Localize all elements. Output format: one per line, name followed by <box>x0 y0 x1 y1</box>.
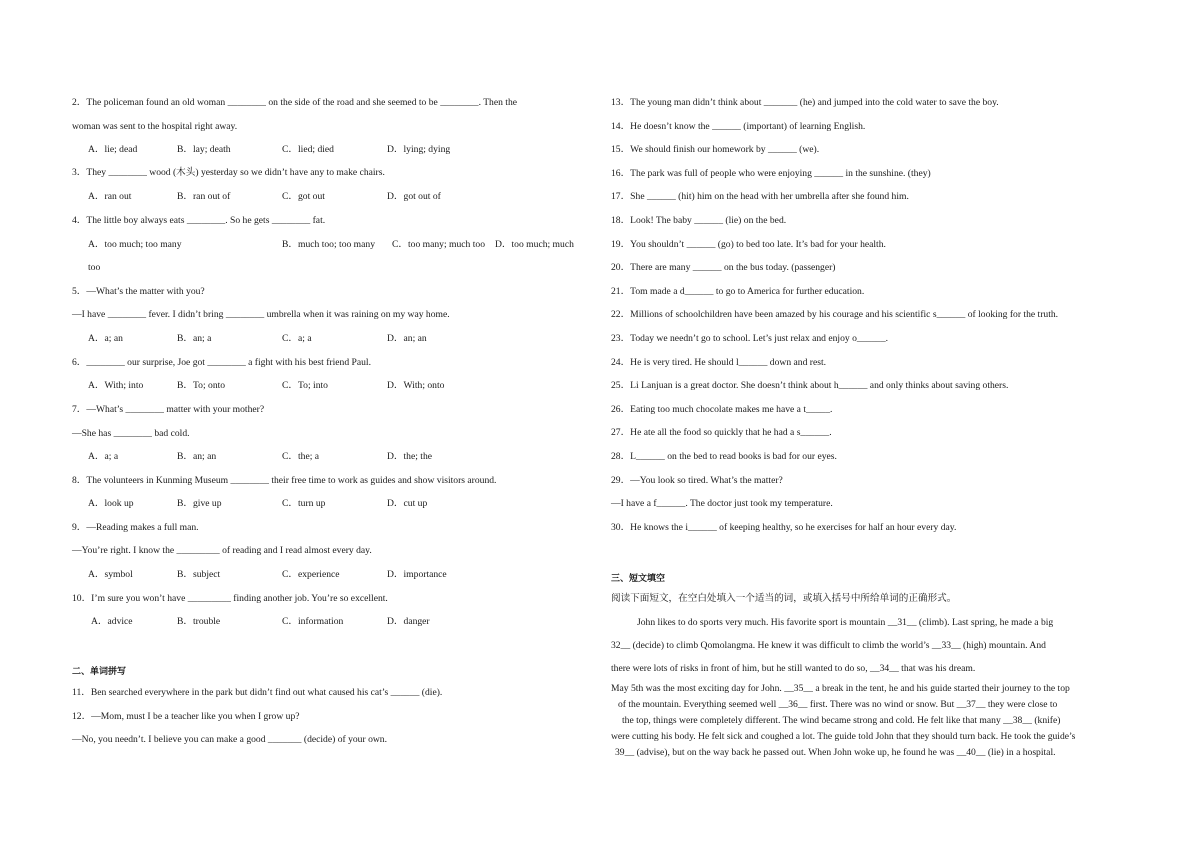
question-27: 27．He ate all the food so quickly that he had a s______. <box>611 427 832 438</box>
q2-option-a: A．lie; dead <box>88 144 138 155</box>
q6-option-a: A．With; into <box>88 380 144 391</box>
passage-line: John likes to do sports very much. His favorite sport is mountain __31__ (climb). Last spring, he made a big <box>637 617 1054 628</box>
question-23: 23．Today we needn’t go to school. Let’s just relax and enjoy o______. <box>611 333 889 344</box>
passage-line: 32__ (decide) to climb Qomolangma. He knew it was difficult to climb the world’s __33__ (high) mountain. And <box>611 640 1046 651</box>
q3-option-c: C．got out <box>282 191 325 202</box>
question-19: 19．You shouldn’t ______ (go) to bed too late. It’s bad for your health. <box>611 239 886 250</box>
q4-option-d-wrap: too <box>88 262 101 273</box>
question-14: 14．He doesn’t know the ______ (important) of learning English. <box>611 121 866 132</box>
passage-line: were cutting his body. He felt sick and coughed a lot. The guide told John that they should turn back. He took the guide’s <box>611 731 1076 742</box>
question-8-stem: 8．The volunteers in Kunming Museum ________ their free time to work as guides and show visitors around. <box>72 475 497 486</box>
question-20: 20．There are many ______ on the bus today. (passenger) <box>611 262 836 273</box>
question-3-stem: 3．They ________ wood (木头) yesterday so we didn’t have any to make chairs. <box>72 167 385 178</box>
q8-option-c: C．turn up <box>282 498 326 509</box>
section-3-heading: 三、短文填空 <box>611 574 666 584</box>
q8-option-b: B．give up <box>177 498 222 509</box>
question-30: 30．He knows the i______ of keeping healthy, so he exercises for half an hour every day. <box>611 522 957 533</box>
q10-option-c: C．information <box>282 616 344 627</box>
q3-option-d: D．got out of <box>387 191 441 202</box>
question-6-stem: 6．________ our surprise, Joe got ________ a fight with his best friend Paul. <box>72 357 371 368</box>
question-29-answer: —I have a f______. The doctor just took my temperature. <box>611 498 833 509</box>
question-5-stem: 5．—What’s the matter with you? <box>72 286 205 297</box>
question-21: 21．Tom made a d______ to go to America for further education. <box>611 286 865 297</box>
question-18: 18．Look! The baby ______ (lie) on the bed. <box>611 215 787 226</box>
passage-line: May 5th was the most exciting day for John. __35__ a break in the tent, he and his guide started their journey to the top <box>611 683 1070 694</box>
q8-option-d: D．cut up <box>387 498 428 509</box>
question-29: 29．—You look so tired. What’s the matter? <box>611 475 783 486</box>
q5-option-b: B．an; a <box>177 333 212 344</box>
question-16: 16．The park was full of people who were enjoying ______ in the sunshine. (they) <box>611 168 931 179</box>
question-4-stem: 4．The little boy always eats ________. So he gets ________ fat. <box>72 215 326 226</box>
question-2-stem-cont: woman was sent to the hospital right away. <box>72 121 238 132</box>
question-24: 24．He is very tired. He should l______ down and rest. <box>611 357 827 368</box>
section-2-heading: 二、单词拼写 <box>72 667 127 677</box>
q5-option-d: D．an; an <box>387 333 427 344</box>
q6-option-d: D．With; onto <box>387 380 445 391</box>
question-7-stem: 7．—What’s ________ matter with your mother? <box>72 404 265 415</box>
q4-option-c: C．too many; much too <box>392 239 486 250</box>
q5-option-c: C．a; a <box>282 333 312 344</box>
q7-option-c: C．the; a <box>282 451 320 462</box>
q2-option-d: D．lying; dying <box>387 144 451 155</box>
q9-option-c: C．experience <box>282 569 340 580</box>
q4-option-b: B．much too; too many <box>282 239 376 250</box>
question-9-stem: 9．—Reading makes a full man. <box>72 522 199 533</box>
q6-option-b: B．To; onto <box>177 380 226 391</box>
q2-option-b: B．lay; death <box>177 144 231 155</box>
question-22: 22．Millions of schoolchildren have been amazed by his courage and his scientific s______ of looking for the truth. <box>611 309 1059 320</box>
q10-option-d: D．danger <box>387 616 430 627</box>
q7-option-a: A．a; a <box>88 451 119 462</box>
section-3-instruction: 阅读下面短文，在空白处填入一个适当的词，或填入括号中所给单词的正确形式。 <box>611 593 957 604</box>
question-12: 12．—Mom, must I be a teacher like you when I grow up? <box>72 711 300 722</box>
passage-line: there were lots of risks in front of him, but he still wanted to do so, __34__ that was his dream. <box>611 663 976 674</box>
q4-option-a: A．too much; too many <box>88 239 182 250</box>
q9-option-a: A．symbol <box>88 569 133 580</box>
question-2-stem: 2．The policeman found an old woman ________ on the side of the road and she seemed to be ________. Then the <box>72 97 518 108</box>
question-28: 28．L______ on the bed to read books is bad for our eyes. <box>611 451 837 462</box>
passage-line: of the mountain. Everything seemed well __36__ first. There was no wind or snow. But __37__ they were close to <box>618 699 1058 710</box>
q10-option-b: B．trouble <box>177 616 221 627</box>
q5-option-a: A．a; an <box>88 333 123 344</box>
q3-option-a: A．ran out <box>88 191 132 202</box>
question-15: 15．We should finish our homework by ______ (we). <box>611 144 820 155</box>
question-11: 11．Ben searched everywhere in the park but didn’t find out what caused his cat’s ______ (die). <box>72 687 443 698</box>
q10-option-a: A．advice <box>91 616 133 627</box>
q9-option-b: B．subject <box>177 569 221 580</box>
q7-option-d: D．the; the <box>387 451 433 462</box>
q2-option-c: C．lied; died <box>282 144 334 155</box>
q6-option-c: C．To; into <box>282 380 328 391</box>
question-5-stem-cont: —I have ________ fever. I didn’t bring ________ umbrella when it was raining on my way home. <box>72 309 450 320</box>
question-7-stem-cont: —She has ________ bad cold. <box>72 428 190 439</box>
question-9-stem-cont: —You’re right. I know the _________ of reading and I read almost every day. <box>72 545 372 556</box>
q8-option-a: A．look up <box>88 498 134 509</box>
question-26: 26．Eating too much chocolate makes me have a t_____. <box>611 404 833 415</box>
question-17: 17．She ______ (hit) him on the head with her umbrella after she found him. <box>611 191 909 202</box>
q4-option-d: D．too much; much <box>495 239 574 250</box>
question-13: 13．The young man didn’t think about _______ (he) and jumped into the cold water to save the boy. <box>611 97 999 108</box>
q9-option-d: D．importance <box>387 569 447 580</box>
q3-option-b: B．ran out of <box>177 191 231 202</box>
passage-line: the top, things were completely different. The wind became strong and cold. He felt like that many __38__ (knife) <box>622 715 1061 726</box>
question-12-answer: —No, you needn’t. I believe you can make a good _______ (decide) of your own. <box>72 734 387 745</box>
passage-line: 39__ (advise), but on the way back he passed out. When John woke up, he found he was __40__ (lie) in a hospital. <box>615 747 1056 758</box>
q7-option-b: B．an; an <box>177 451 217 462</box>
question-10-stem: 10．I’m sure you won’t have _________ finding another job. You’re so excellent. <box>72 593 388 604</box>
question-25: 25．Li Lanjuan is a great doctor. She doesn’t think about h______ and only thinks about saving others. <box>611 380 1009 391</box>
